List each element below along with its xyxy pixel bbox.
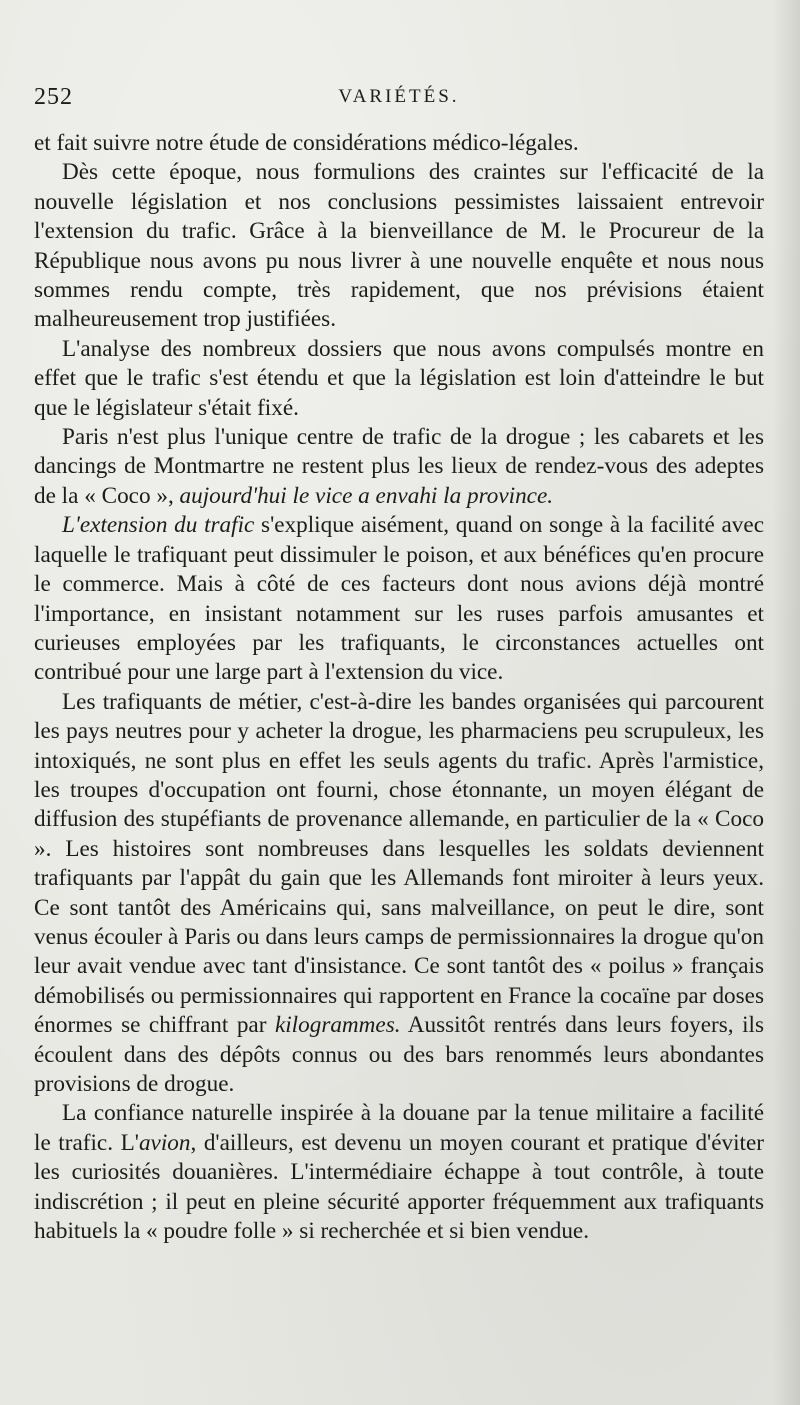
body-text [34,129,764,1246]
page-header [34,84,764,118]
italic-phrase: avion [138,1129,191,1156]
italic-phrase: L'extension du trafic [62,512,255,539]
italic-phrase: kilogrammes. [274,1012,401,1039]
paragraph-3: L'analyse des nombreux dossiers que nous avons compulsés montre en effet que le trafic s'est étendu et que la législation est loin d'atteindre le but que le législateur s'était fixé. [34,335,764,421]
running-title: VARIÉTÉS. [338,86,460,107]
paragraph-6: Les trafiquants de métier, c'est-à-dire les bandes organisées qui parcourent les pays neutres pour y acheter la drogue, les pharmaciens peu scrupuleux, les intoxiqués, ne sont plus en effet les seuls agents du trafic. Après l'armistice, les troupes d'occupation ont fourni, chose étonnante, un moyen élégant de diffusion des stupéfiants de provenance allemande, en particulier de la « Coco ». Les histoires sont nombreuses dans lesquelles les soldats deviennent trafiquants par l'appât du gain que les Allemands font miroiter à leurs yeux. Ce sont tantôt des Américains qui, sans malveillance, on peut le dire, sont venus écouler à Paris ou dans leurs camps de permissionnaires la drogue qu'on leur avait vendue avec tant d'insistance. Ce sont tantôt des « poilus » français démobilisés ou permissionnaires qui rapportent en France la cocaïne par doses énormes se chiffrant par kilogrammes. Aussitôt rentrés dans leurs foyers, ils écoulent dans des dépôts connus ou des bars renommés leurs abondantes provisions de drogue. [34,688,764,1097]
paragraph-4: Paris n'est plus l'unique centre de trafic de la drogue ; les cabarets et les dancings de Montmartre ne restent plus les lieux de rendez-vous des adeptes de la « Coco », aujourd'hui le vice a envahi la province. [34,424,764,509]
paragraph-5: L'extension du trafic s'explique aisément, quand on songe à la facilité avec laquelle le trafiquant peut dissimuler le poison, et aux bénéfices qu'en procure le commerce. Mais à côté de ces facteurs dont nous avions déjà montré l'importance, en insistant notamment sur les ruses parfois amusantes et curieuses employées par les trafiquants, le circonstances actuelles ont contribué pour une large part à l'extension du vice. [34,512,764,686]
paragraph-1: et fait suivre notre étude de considérations médico-légales. [34,130,579,156]
page-number: 252 [34,84,73,110]
paragraph-2: Dès cette époque, nous formulions des craintes sur l'efficacité de la nouvelle législation et nos conclusions pessimistes laissaient entrevoir l'extension du trafic. Grâce à la bienveillance de M. le Procureur de la République nous avons pu nous livrer à une nouvelle enquête et nous nous sommes rendu compte, très rapidement, que nos prévisions étaient malheureusement trop justifiées. [34,159,764,333]
paragraph-7: La confiance naturelle inspirée à la douane par la tenue militaire a facilité le trafic. L'avion, d'ailleurs, est devenu un moyen courant et pratique d'éviter les curiosités douanières. L'intermédiaire échappe à tout contrôle, à toute indiscrétion ; il peut en pleine sécurité apporter fréquemment aux trafiquants habituels la « poudre folle » si recherchée et si bien vendue. [34,1100,764,1245]
italic-phrase: aujourd'hui le vice a envahi la province. [179,482,554,509]
